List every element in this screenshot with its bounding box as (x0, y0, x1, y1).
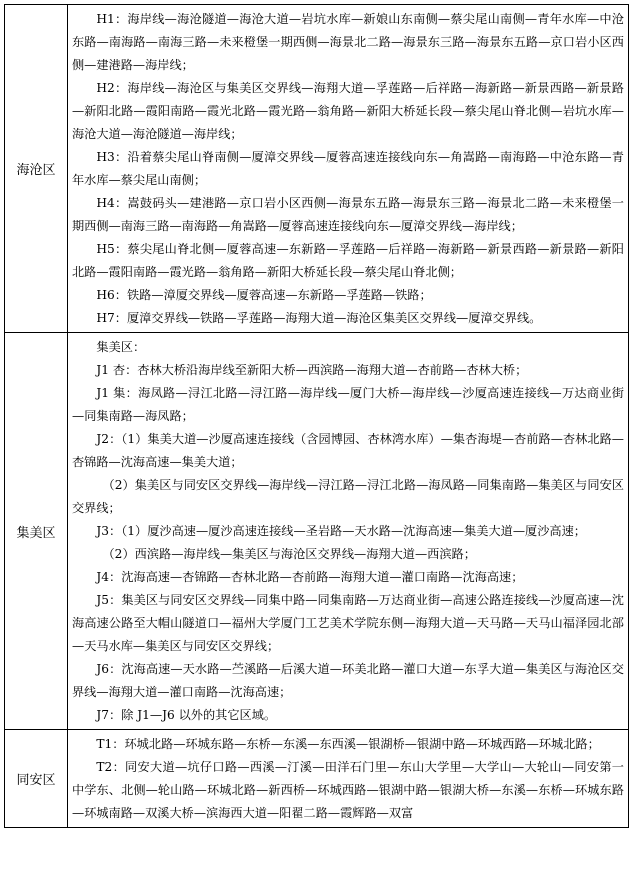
route-line: （2）集美区与同安区交界线—海岸线—浔江路—浔江北路—海凤路—同集南路—集美区与同安区交界线； (72, 478, 624, 515)
district-row (5, 730, 629, 828)
district-name: 同安区 (5, 730, 68, 828)
route-line: H3：沿着蔡尖尾山脊南侧—厦漳交界线—厦蓉高速连接线向东—角嵩路—南海路—中沧东路—青年水库—蔡尖尾山南侧； (72, 150, 624, 187)
route-line: J1 杏：杏林大桥沿海岸线至新阳大桥—西滨路—海翔大道—杏前路—杏林大桥； (96, 363, 528, 377)
route-line: J1 集：海凤路—浔江北路—浔江路—海岸线—厦门大桥—海岸线—沙厦高速连接线—万达商业街—同集南路—海凤路； (72, 386, 624, 423)
route-line: T2：同安大道—坑仔口路—西溪—汀溪—田洋石门里—东山大学里—大学山—大轮山—同安第一中学东、北侧—轮山路—环城北路—新西桥—环城西路—银湖中路—银湖大桥—东溪—东桥—环城东路—环城南路—双溪大桥—滨海西大道—阳翟二路—霞辉路—双富 (72, 760, 624, 820)
route-line: J2：（1）集美大道—沙厦高速连接线（含园博园、杏林湾水库）—集杏海堤—杏前路—杏林北路—杏锦路—沈海高速—集美大道； (72, 432, 624, 469)
district-name: 海沧区 (5, 5, 68, 333)
route-line: J5：集美区与同安区交界线—同集中路—同集南路—万达商业街—高速公路连接线—沙厦高速—沈海高速公路至大帽山隧道口—福州大学厦门工艺美术学院东侧—海翔大道—天马路—天马山福泽园北部—天马水库—集美区与同安区交界线； (72, 593, 624, 653)
route-line: H4：嵩鼓码头—建港路—京口岩小区西侧—海景东五路—海景东三路—海景北二路—未来橙堡一期西侧—南海三路—南海路—角嵩路—厦蓉高速连接线向东—厦漳交界线—海岸线； (72, 196, 624, 233)
route-list (68, 5, 629, 333)
district-row (5, 333, 629, 730)
route-line: H6：铁路—漳厦交界线—厦蓉高速—东新路—孚莲路—铁路； (96, 288, 432, 302)
route-line: J6：沈海高速—天水路—苎溪路—后溪大道—环美北路—灌口大道—东孚大道—集美区与海沧区交界线—海翔大道—灌口南路—沈海高速； (72, 662, 624, 699)
route-line: （2）西滨路—海岸线—集美区与海沧区交界线—海翔大道—西滨路； (102, 547, 476, 561)
route-line: 集美区： (96, 340, 146, 354)
route-line: T1：环城北路—环城东路—东桥—东溪—东西溪—银湖桥—银湖中路—环城西路—环城北路； (96, 737, 600, 751)
route-line: H7：厦漳交界线—铁路—孚莲路—海翔大道—海沧区集美区交界线—厦漳交界线。 (96, 311, 542, 325)
route-line: J4：沈海高速—杏锦路—杏林北路—杏前路—海翔大道—灌口南路—沈海高速； (96, 570, 524, 584)
district-row (5, 5, 629, 333)
route-line: H1：海岸线—海沧隧道—海沧大道—岩坑水库—新娘山东南侧—蔡尖尾山南侧—青年水库—中沧东路—南海路—南海三路—未来橙堡一期西侧—海景北二路—海景东三路—海景东五路—京口岩小区西侧—建港路—海岸线； (72, 12, 624, 72)
route-line: J3：（1）厦沙高速—厦沙高速连接线—圣岩路—天水路—沈海高速—集美大道—厦沙高速； (96, 524, 586, 538)
route-line: H2：海岸线—海沧区与集美区交界线—海翔大道—孚莲路—后祥路—海新路—新景西路—新景路—新阳北路—霞阳南路—霞光北路—霞光路—翁角路—新阳大桥延长段—蔡尖尾山脊北侧—岩坑水库—海沧大道—海沧隧道—海岸线； (72, 81, 624, 141)
route-line: J7：除 J1—J6 以外的其它区域。 (96, 708, 277, 722)
route-line: H5：蔡尖尾山脊北侧—厦蓉高速—东新路—孚莲路—后祥路—海新路—新景西路—新景路—新阳北路—霞阳南路—霞光路—翁角路—新阳大桥延长段—蔡尖尾山脊北侧； (72, 242, 624, 279)
route-list (68, 730, 629, 828)
route-list (68, 333, 629, 730)
district-route-table (4, 4, 629, 828)
district-name: 集美区 (5, 333, 68, 730)
